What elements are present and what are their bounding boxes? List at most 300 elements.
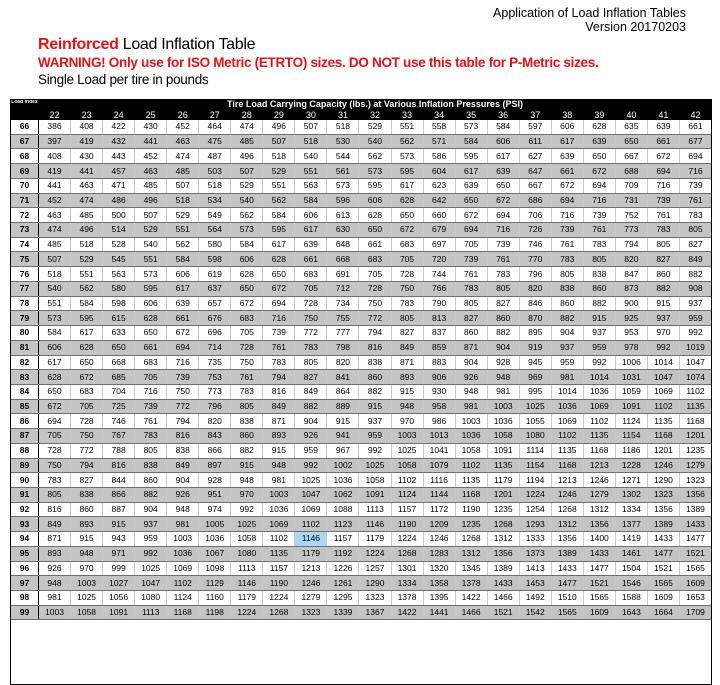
load-value-cell[interactable]: 672 bbox=[647, 149, 679, 164]
load-value-cell[interactable]: 496 bbox=[135, 193, 167, 208]
load-value-cell[interactable]: 650 bbox=[39, 384, 71, 399]
load-value-cell[interactable]: 1069 bbox=[583, 399, 615, 414]
load-value-cell[interactable]: 1058 bbox=[71, 605, 103, 620]
load-value-cell[interactable]: 847 bbox=[615, 267, 647, 282]
load-value-cell[interactable]: 650 bbox=[359, 223, 391, 238]
load-value-cell[interactable]: 904 bbox=[487, 340, 519, 355]
load-value-cell[interactable]: 1025 bbox=[519, 399, 551, 414]
load-value-cell[interactable]: 1358 bbox=[423, 576, 455, 591]
load-value-cell[interactable]: 889 bbox=[327, 399, 359, 414]
load-value-cell[interactable]: 1477 bbox=[679, 532, 711, 547]
load-value-cell[interactable]: 637 bbox=[199, 281, 231, 296]
load-value-cell[interactable]: 871 bbox=[391, 355, 423, 370]
load-value-cell[interactable]: 486 bbox=[103, 193, 135, 208]
load-value-cell[interactable]: 849 bbox=[295, 384, 327, 399]
load-value-cell[interactable]: 1609 bbox=[647, 591, 679, 606]
load-value-cell[interactable]: 827 bbox=[295, 370, 327, 385]
load-value-cell[interactable]: 937 bbox=[135, 517, 167, 532]
load-value-cell[interactable]: 628 bbox=[39, 370, 71, 385]
load-value-cell[interactable]: 837 bbox=[423, 326, 455, 341]
load-value-cell[interactable]: 893 bbox=[39, 546, 71, 561]
load-value-cell[interactable]: 562 bbox=[167, 237, 199, 252]
load-value-cell[interactable]: 573 bbox=[359, 164, 391, 179]
load-value-cell[interactable]: 882 bbox=[583, 296, 615, 311]
load-value-cell[interactable]: 1135 bbox=[551, 443, 583, 458]
load-value-cell[interactable]: 487 bbox=[199, 149, 231, 164]
load-value-cell[interactable]: 971 bbox=[103, 546, 135, 561]
load-value-cell[interactable]: 794 bbox=[359, 326, 391, 341]
load-value-cell[interactable]: 573 bbox=[391, 149, 423, 164]
load-value-cell[interactable]: 1542 bbox=[519, 605, 551, 620]
load-value-cell[interactable]: 816 bbox=[39, 502, 71, 517]
load-value-cell[interactable]: 1356 bbox=[487, 546, 519, 561]
load-value-cell[interactable]: 750 bbox=[391, 281, 423, 296]
load-value-cell[interactable]: 948 bbox=[455, 384, 487, 399]
load-value-cell[interactable]: 1124 bbox=[615, 414, 647, 429]
load-value-cell[interactable]: 1279 bbox=[583, 487, 615, 502]
load-value-cell[interactable]: 1609 bbox=[583, 605, 615, 620]
load-value-cell[interactable]: 726 bbox=[519, 223, 551, 238]
load-value-cell[interactable]: 783 bbox=[583, 237, 615, 252]
load-value-cell[interactable]: 534 bbox=[199, 193, 231, 208]
load-value-cell[interactable]: 882 bbox=[551, 311, 583, 326]
load-value-cell[interactable]: 529 bbox=[231, 178, 263, 193]
load-value-cell[interactable]: 1003 bbox=[39, 605, 71, 620]
load-value-cell[interactable]: 628 bbox=[71, 340, 103, 355]
load-value-cell[interactable]: 1168 bbox=[455, 487, 487, 502]
load-value-cell[interactable]: 816 bbox=[263, 384, 295, 399]
load-value-cell[interactable]: 562 bbox=[263, 193, 295, 208]
load-value-cell[interactable]: 408 bbox=[71, 120, 103, 134]
load-value-cell[interactable]: 1080 bbox=[231, 546, 263, 561]
load-value-cell[interactable]: 668 bbox=[103, 355, 135, 370]
load-value-cell[interactable]: 1271 bbox=[615, 473, 647, 488]
load-value-cell[interactable]: 441 bbox=[39, 178, 71, 193]
load-value-cell[interactable]: 672 bbox=[487, 193, 519, 208]
load-value-cell[interactable]: 1643 bbox=[615, 605, 647, 620]
load-value-cell[interactable]: 904 bbox=[135, 502, 167, 517]
load-value-cell[interactable]: 595 bbox=[71, 311, 103, 326]
load-value-cell[interactable]: 904 bbox=[551, 326, 583, 341]
load-value-cell[interactable]: 860 bbox=[487, 311, 519, 326]
load-value-cell[interactable]: 827 bbox=[455, 311, 487, 326]
load-value-cell[interactable]: 992 bbox=[135, 546, 167, 561]
load-value-cell[interactable]: 1025 bbox=[135, 561, 167, 576]
load-value-cell[interactable]: 1124 bbox=[391, 487, 423, 502]
load-value-cell[interactable]: 529 bbox=[135, 223, 167, 238]
load-value-cell[interactable]: 1036 bbox=[263, 502, 295, 517]
load-value-cell[interactable]: 584 bbox=[487, 120, 519, 134]
load-value-cell[interactable]: 430 bbox=[71, 149, 103, 164]
load-value-cell[interactable]: 1504 bbox=[615, 561, 647, 576]
load-value-cell[interactable]: 981 bbox=[551, 370, 583, 385]
load-value-cell[interactable]: 617 bbox=[167, 281, 199, 296]
load-value-cell[interactable]: 1025 bbox=[295, 473, 327, 488]
load-value-cell[interactable]: 838 bbox=[135, 458, 167, 473]
load-value-cell[interactable]: 1323 bbox=[295, 605, 327, 620]
load-value-cell[interactable]: 1433 bbox=[551, 561, 583, 576]
load-value-cell[interactable]: 457 bbox=[103, 164, 135, 179]
load-value-cell[interactable]: 1135 bbox=[583, 429, 615, 444]
load-value-cell[interactable]: 1069 bbox=[551, 414, 583, 429]
load-value-cell[interactable]: 1268 bbox=[391, 546, 423, 561]
load-value-cell[interactable]: 650 bbox=[231, 281, 263, 296]
load-value-cell[interactable]: 1190 bbox=[455, 502, 487, 517]
load-value-cell[interactable]: 773 bbox=[615, 223, 647, 238]
load-value-cell[interactable]: 1003 bbox=[487, 399, 519, 414]
load-value-cell[interactable]: 551 bbox=[263, 178, 295, 193]
load-value-cell[interactable]: 485 bbox=[231, 134, 263, 149]
load-value-cell[interactable]: 562 bbox=[71, 281, 103, 296]
load-value-cell[interactable]: 1102 bbox=[167, 576, 199, 591]
load-value-cell[interactable]: 661 bbox=[295, 252, 327, 267]
load-value-cell[interactable]: 563 bbox=[103, 267, 135, 282]
load-value-cell[interactable]: 1002 bbox=[327, 458, 359, 473]
load-value-cell[interactable]: 639 bbox=[487, 164, 519, 179]
load-value-cell[interactable]: 1283 bbox=[423, 546, 455, 561]
load-value-cell[interactable]: 694 bbox=[679, 149, 711, 164]
load-value-cell[interactable]: 882 bbox=[679, 267, 711, 282]
load-value-cell[interactable]: 739 bbox=[487, 237, 519, 252]
load-value-cell[interactable]: 419 bbox=[39, 164, 71, 179]
load-value-cell[interactable]: 974 bbox=[199, 502, 231, 517]
load-value-cell[interactable]: 1157 bbox=[391, 502, 423, 517]
load-value-cell[interactable]: 633 bbox=[103, 326, 135, 341]
load-value-cell[interactable]: 1246 bbox=[423, 532, 455, 547]
load-value-cell[interactable]: 838 bbox=[551, 281, 583, 296]
load-value-cell[interactable]: 904 bbox=[167, 473, 199, 488]
load-value-cell[interactable]: 908 bbox=[679, 281, 711, 296]
load-value-cell[interactable]: 728 bbox=[71, 414, 103, 429]
load-value-cell[interactable]: 1069 bbox=[295, 502, 327, 517]
load-value-cell[interactable]: 705 bbox=[231, 326, 263, 341]
load-value-cell[interactable]: 1058 bbox=[455, 443, 487, 458]
load-value-cell[interactable]: 696 bbox=[199, 326, 231, 341]
load-value-cell[interactable]: 1224 bbox=[519, 487, 551, 502]
load-value-cell[interactable]: 1168 bbox=[583, 443, 615, 458]
load-value-cell[interactable]: 882 bbox=[487, 326, 519, 341]
load-value-cell[interactable]: 870 bbox=[519, 311, 551, 326]
load-value-cell[interactable]: 596 bbox=[327, 193, 359, 208]
load-value-cell[interactable]: 1213 bbox=[583, 458, 615, 473]
load-value-cell[interactable]: 926 bbox=[455, 370, 487, 385]
load-value-cell[interactable]: 928 bbox=[487, 355, 519, 370]
load-value-cell[interactable]: 1179 bbox=[295, 546, 327, 561]
load-value-cell[interactable]: 1293 bbox=[519, 517, 551, 532]
load-value-cell[interactable]: 1058 bbox=[231, 532, 263, 547]
load-value-cell[interactable]: 1135 bbox=[647, 414, 679, 429]
load-value-cell[interactable]: 1226 bbox=[327, 561, 359, 576]
load-value-cell[interactable]: 628 bbox=[359, 208, 391, 223]
load-value-cell[interactable]: 926 bbox=[167, 487, 199, 502]
load-value-cell[interactable]: 1477 bbox=[647, 546, 679, 561]
load-value-cell[interactable]: 1389 bbox=[551, 546, 583, 561]
load-value-cell[interactable]: 441 bbox=[135, 134, 167, 149]
load-value-cell[interactable]: 844 bbox=[103, 473, 135, 488]
load-value-cell[interactable]: 860 bbox=[647, 267, 679, 282]
load-value-cell[interactable]: 443 bbox=[103, 149, 135, 164]
load-value-cell[interactable]: 739 bbox=[583, 208, 615, 223]
load-value-cell[interactable]: 1377 bbox=[615, 517, 647, 532]
load-value-cell[interactable]: 1209 bbox=[423, 517, 455, 532]
load-value-cell[interactable]: 1441 bbox=[423, 605, 455, 620]
load-value-cell[interactable]: 716 bbox=[679, 164, 711, 179]
load-value-cell[interactable]: 1201 bbox=[487, 487, 519, 502]
load-value-cell[interactable]: 1323 bbox=[647, 487, 679, 502]
load-value-cell[interactable]: 1422 bbox=[455, 591, 487, 606]
load-value-cell[interactable]: 1146 bbox=[231, 576, 263, 591]
load-value-cell[interactable]: 978 bbox=[615, 340, 647, 355]
load-value-cell[interactable]: 783 bbox=[455, 281, 487, 296]
load-value-cell[interactable]: 1179 bbox=[359, 532, 391, 547]
load-value-cell[interactable]: 485 bbox=[167, 164, 199, 179]
load-value-cell[interactable]: 518 bbox=[327, 120, 359, 134]
load-value-cell[interactable]: 679 bbox=[423, 223, 455, 238]
load-value-cell[interactable]: 1235 bbox=[487, 502, 519, 517]
load-value-cell[interactable]: 838 bbox=[583, 267, 615, 282]
load-value-cell[interactable]: 694 bbox=[455, 223, 487, 238]
load-value-cell[interactable]: 1058 bbox=[359, 473, 391, 488]
load-value-cell[interactable]: 617 bbox=[71, 326, 103, 341]
load-value-cell[interactable]: 619 bbox=[199, 267, 231, 282]
load-value-cell[interactable]: 1565 bbox=[583, 591, 615, 606]
load-value-cell[interactable]: 1510 bbox=[551, 591, 583, 606]
load-value-cell[interactable]: 551 bbox=[167, 223, 199, 238]
load-value-cell[interactable]: 545 bbox=[103, 252, 135, 267]
load-value-cell[interactable]: 1157 bbox=[263, 561, 295, 576]
load-value-cell[interactable]: 750 bbox=[359, 296, 391, 311]
load-value-cell[interactable]: 999 bbox=[103, 561, 135, 576]
load-value-cell[interactable]: 1003 bbox=[455, 414, 487, 429]
load-value-cell[interactable]: 970 bbox=[71, 561, 103, 576]
load-value-cell[interactable]: 887 bbox=[103, 502, 135, 517]
load-value-cell[interactable]: 563 bbox=[295, 178, 327, 193]
load-value-cell[interactable]: 716 bbox=[263, 311, 295, 326]
load-value-cell[interactable]: 915 bbox=[647, 296, 679, 311]
load-value-cell[interactable]: 672 bbox=[263, 281, 295, 296]
load-value-cell[interactable]: 683 bbox=[231, 311, 263, 326]
load-value-cell[interactable]: 1168 bbox=[551, 458, 583, 473]
load-value-cell[interactable]: 1088 bbox=[327, 502, 359, 517]
load-value-cell[interactable]: 595 bbox=[391, 164, 423, 179]
load-value-cell[interactable]: 694 bbox=[39, 414, 71, 429]
load-value-cell[interactable]: 595 bbox=[263, 223, 295, 238]
load-value-cell[interactable]: 761 bbox=[647, 208, 679, 223]
load-value-cell[interactable]: 959 bbox=[135, 532, 167, 547]
load-value-cell[interactable]: 860 bbox=[71, 502, 103, 517]
load-value-cell[interactable]: 704 bbox=[103, 384, 135, 399]
load-value-cell[interactable]: 766 bbox=[423, 281, 455, 296]
load-value-cell[interactable]: 642 bbox=[423, 193, 455, 208]
load-value-cell[interactable]: 661 bbox=[135, 340, 167, 355]
load-value-cell[interactable]: 712 bbox=[327, 281, 359, 296]
load-value-cell[interactable]: 788 bbox=[103, 443, 135, 458]
load-value-cell[interactable]: 1224 bbox=[263, 591, 295, 606]
load-value-cell[interactable]: 1102 bbox=[551, 429, 583, 444]
load-value-cell[interactable]: 783 bbox=[295, 340, 327, 355]
load-value-cell[interactable]: 1492 bbox=[519, 591, 551, 606]
load-value-cell[interactable]: 1356 bbox=[647, 502, 679, 517]
load-value-cell[interactable]: 770 bbox=[519, 252, 551, 267]
load-value-cell[interactable]: 1389 bbox=[679, 502, 711, 517]
load-value-cell[interactable]: 650 bbox=[263, 267, 295, 282]
load-value-cell[interactable]: 948 bbox=[391, 399, 423, 414]
load-value-cell[interactable]: 838 bbox=[359, 355, 391, 370]
load-value-cell[interactable]: 597 bbox=[519, 120, 551, 134]
load-value-cell[interactable]: 1400 bbox=[583, 532, 615, 547]
load-value-cell[interactable]: 805 bbox=[455, 296, 487, 311]
load-value-cell[interactable]: 598 bbox=[103, 296, 135, 311]
load-value-cell[interactable]: 1036 bbox=[487, 414, 519, 429]
load-value-cell[interactable]: 882 bbox=[231, 443, 263, 458]
load-value-cell[interactable]: 694 bbox=[551, 193, 583, 208]
load-value-cell[interactable]: 661 bbox=[647, 134, 679, 149]
load-value-cell[interactable]: 683 bbox=[359, 252, 391, 267]
load-value-cell[interactable]: 783 bbox=[391, 296, 423, 311]
load-value-cell[interactable]: 906 bbox=[423, 370, 455, 385]
load-value-cell[interactable]: 1098 bbox=[199, 561, 231, 576]
load-value-cell[interactable]: 915 bbox=[103, 517, 135, 532]
load-value-cell[interactable]: 518 bbox=[71, 237, 103, 252]
load-value-cell[interactable]: 783 bbox=[39, 473, 71, 488]
load-value-cell[interactable]: 1213 bbox=[551, 473, 583, 488]
load-value-cell[interactable]: 1356 bbox=[583, 517, 615, 532]
load-value-cell[interactable]: 783 bbox=[263, 355, 295, 370]
load-value-cell[interactable]: 507 bbox=[167, 178, 199, 193]
load-value-cell[interactable]: 518 bbox=[263, 149, 295, 164]
load-value-cell[interactable]: 843 bbox=[199, 429, 231, 444]
load-value-cell[interactable]: 1389 bbox=[487, 561, 519, 576]
load-value-cell[interactable]: 540 bbox=[359, 134, 391, 149]
load-value-cell[interactable]: 981 bbox=[39, 591, 71, 606]
load-value-cell[interactable]: 816 bbox=[103, 458, 135, 473]
load-value-cell[interactable]: 628 bbox=[583, 120, 615, 134]
load-value-cell[interactable]: 846 bbox=[519, 296, 551, 311]
load-value-cell[interactable]: 953 bbox=[615, 326, 647, 341]
load-value-cell[interactable]: 1069 bbox=[167, 561, 199, 576]
load-value-cell[interactable]: 606 bbox=[167, 267, 199, 282]
load-value-cell[interactable]: 584 bbox=[231, 237, 263, 252]
load-value-cell[interactable]: 694 bbox=[583, 178, 615, 193]
load-value-cell[interactable]: 1378 bbox=[455, 576, 487, 591]
load-value-cell[interactable]: 995 bbox=[519, 384, 551, 399]
load-value-cell[interactable]: 1144 bbox=[423, 487, 455, 502]
load-value-cell[interactable]: 683 bbox=[391, 237, 423, 252]
load-value-cell[interactable]: 716 bbox=[647, 178, 679, 193]
load-value-cell[interactable]: 783 bbox=[647, 223, 679, 238]
load-value-cell[interactable]: 661 bbox=[167, 311, 199, 326]
load-value-cell[interactable]: 1521 bbox=[583, 576, 615, 591]
load-value-cell[interactable]: 1433 bbox=[583, 546, 615, 561]
load-value-cell[interactable]: 981 bbox=[455, 399, 487, 414]
load-value-cell[interactable]: 1055 bbox=[519, 414, 551, 429]
load-value-cell[interactable]: 518 bbox=[199, 178, 231, 193]
load-value-cell[interactable]: 518 bbox=[167, 193, 199, 208]
load-value-cell[interactable]: 1709 bbox=[679, 605, 711, 620]
load-value-cell[interactable]: 1067 bbox=[199, 546, 231, 561]
load-value-cell[interactable]: 650 bbox=[583, 149, 615, 164]
load-value-cell[interactable]: 639 bbox=[455, 178, 487, 193]
load-value-cell[interactable]: 827 bbox=[71, 473, 103, 488]
load-value-cell[interactable]: 551 bbox=[71, 267, 103, 282]
load-value-cell[interactable]: 827 bbox=[391, 326, 423, 341]
load-value-cell[interactable]: 1323 bbox=[359, 591, 391, 606]
load-value-cell[interactable]: 796 bbox=[199, 399, 231, 414]
load-value-cell[interactable]: 1190 bbox=[263, 576, 295, 591]
load-value-cell[interactable]: 739 bbox=[135, 399, 167, 414]
load-value-cell[interactable]: 981 bbox=[167, 517, 199, 532]
load-value-cell[interactable]: 452 bbox=[167, 120, 199, 134]
load-value-cell[interactable]: 584 bbox=[167, 252, 199, 267]
load-value-cell[interactable]: 474 bbox=[71, 193, 103, 208]
load-value-cell[interactable]: 1179 bbox=[487, 473, 519, 488]
load-value-cell[interactable]: 573 bbox=[39, 311, 71, 326]
load-value-cell[interactable]: 1190 bbox=[391, 517, 423, 532]
load-value-cell[interactable]: 1356 bbox=[551, 532, 583, 547]
load-value-cell[interactable]: 805 bbox=[295, 355, 327, 370]
load-value-cell[interactable]: 1268 bbox=[551, 502, 583, 517]
load-value-cell[interactable]: 1433 bbox=[487, 576, 519, 591]
load-value-cell[interactable]: 694 bbox=[487, 208, 519, 223]
load-value-cell[interactable]: 930 bbox=[423, 384, 455, 399]
load-value-cell[interactable]: 783 bbox=[487, 267, 519, 282]
load-value-cell[interactable]: 606 bbox=[231, 252, 263, 267]
load-value-cell[interactable]: 1546 bbox=[615, 576, 647, 591]
load-value-cell[interactable]: 739 bbox=[455, 252, 487, 267]
load-value-cell[interactable]: 606 bbox=[39, 340, 71, 355]
load-value-cell[interactable]: 529 bbox=[71, 252, 103, 267]
load-value-cell[interactable]: 471 bbox=[103, 178, 135, 193]
load-value-cell[interactable]: 650 bbox=[135, 326, 167, 341]
load-value-cell[interactable]: 650 bbox=[391, 208, 423, 223]
load-value-cell[interactable]: 897 bbox=[199, 458, 231, 473]
load-value-cell[interactable]: 937 bbox=[551, 340, 583, 355]
load-value-cell[interactable]: 1003 bbox=[71, 576, 103, 591]
load-value-cell[interactable]: 1031 bbox=[615, 370, 647, 385]
load-value-cell[interactable]: 783 bbox=[135, 429, 167, 444]
load-value-cell[interactable]: 1312 bbox=[487, 532, 519, 547]
load-value-cell[interactable]: 860 bbox=[455, 326, 487, 341]
load-value-cell[interactable]: 1047 bbox=[295, 487, 327, 502]
load-value-cell[interactable]: 617 bbox=[487, 149, 519, 164]
load-value-cell[interactable]: 551 bbox=[391, 120, 423, 134]
load-value-cell[interactable]: 1192 bbox=[327, 546, 359, 561]
load-value-cell[interactable]: 937 bbox=[583, 326, 615, 341]
load-value-cell[interactable]: 882 bbox=[647, 281, 679, 296]
load-value-cell[interactable]: 986 bbox=[423, 414, 455, 429]
load-value-cell[interactable]: 683 bbox=[71, 384, 103, 399]
load-value-cell[interactable]: 860 bbox=[231, 429, 263, 444]
load-value-cell[interactable]: 1025 bbox=[71, 591, 103, 606]
load-value-cell[interactable]: 408 bbox=[39, 149, 71, 164]
load-value-cell[interactable]: 904 bbox=[455, 355, 487, 370]
load-value-cell[interactable]: 860 bbox=[135, 473, 167, 488]
load-value-cell[interactable]: 1091 bbox=[615, 399, 647, 414]
load-value-cell[interactable]: 805 bbox=[679, 223, 711, 238]
load-value-cell[interactable]: 750 bbox=[295, 311, 327, 326]
load-value-cell[interactable]: 615 bbox=[103, 311, 135, 326]
load-value-cell[interactable]: 672 bbox=[455, 208, 487, 223]
load-value-cell[interactable]: 750 bbox=[231, 355, 263, 370]
load-value-cell[interactable]: 860 bbox=[583, 281, 615, 296]
load-value-cell[interactable]: 805 bbox=[583, 252, 615, 267]
load-value-cell[interactable]: 1079 bbox=[423, 458, 455, 473]
load-value-cell[interactable]: 1433 bbox=[679, 517, 711, 532]
load-value-cell[interactable]: 866 bbox=[103, 487, 135, 502]
load-value-cell[interactable]: 595 bbox=[455, 149, 487, 164]
load-value-cell[interactable]: 992 bbox=[647, 340, 679, 355]
load-value-cell[interactable]: 728 bbox=[231, 340, 263, 355]
